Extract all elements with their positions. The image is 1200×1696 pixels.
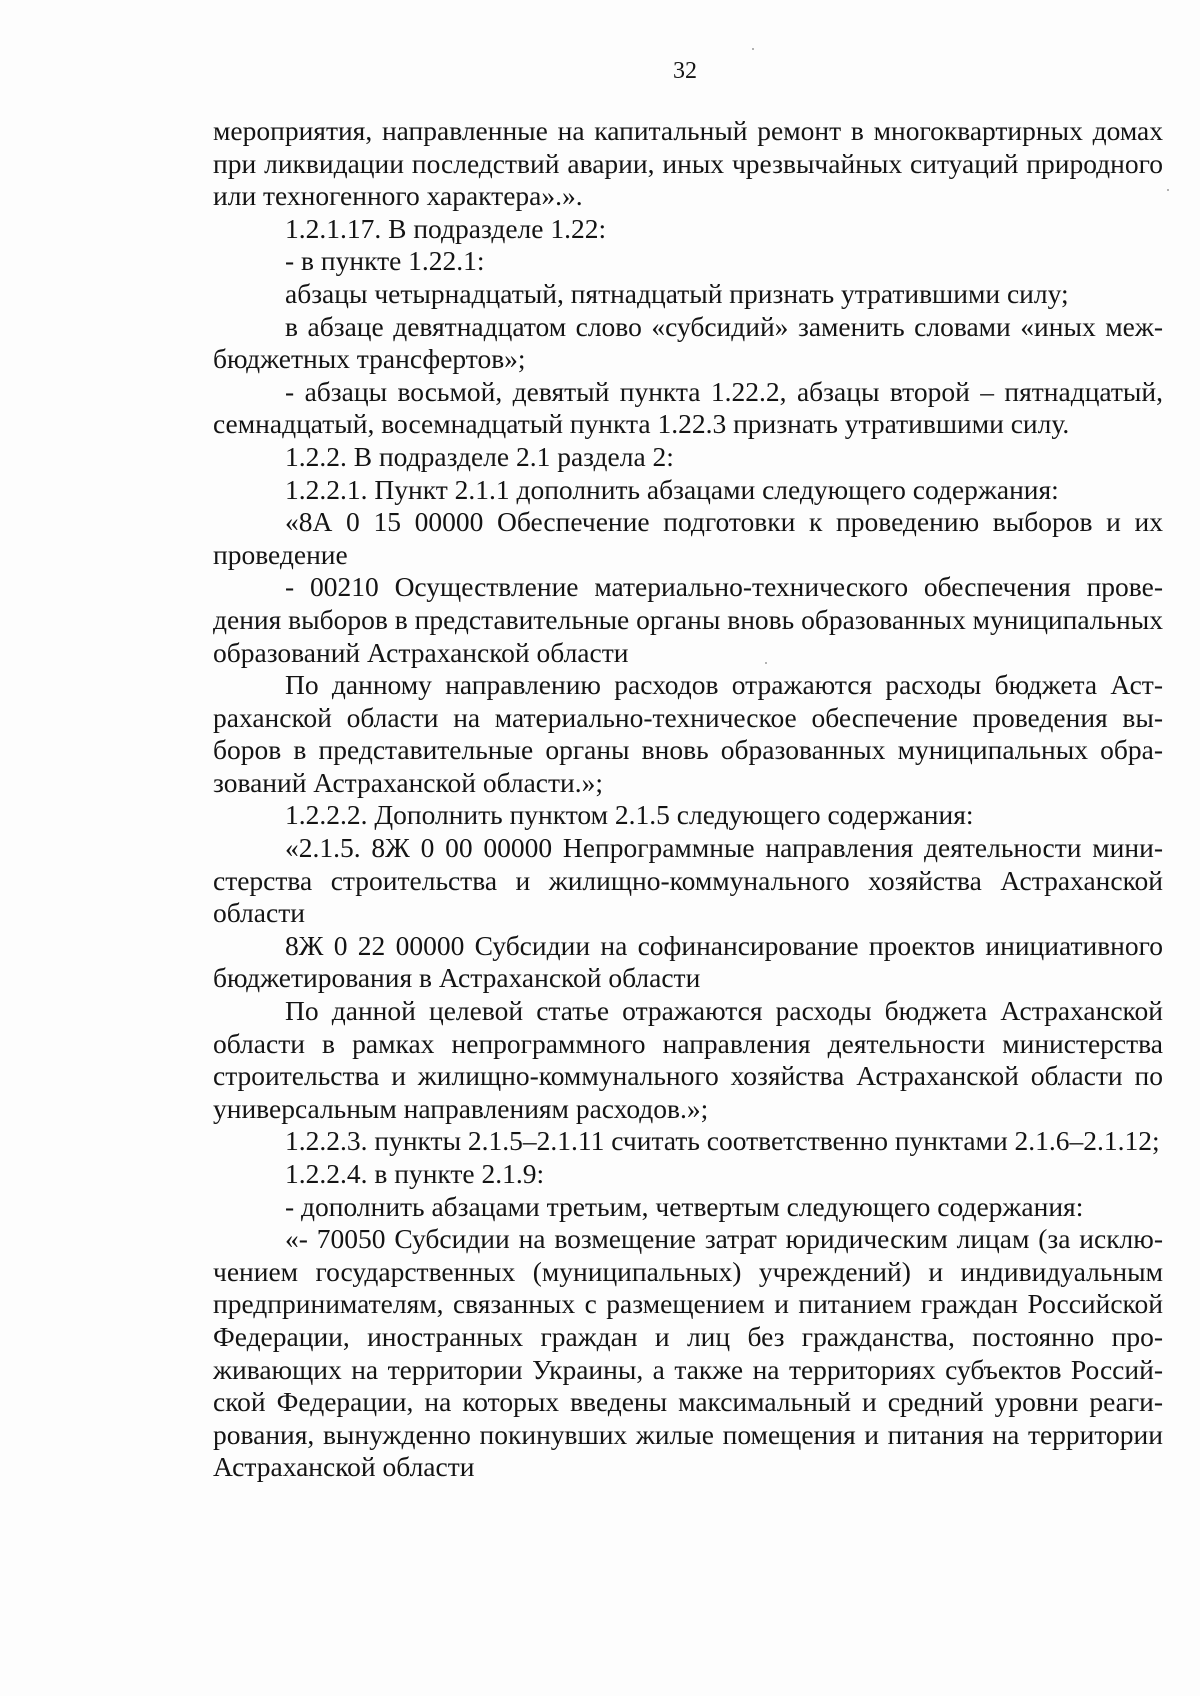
paragraph-code-8a: «8А 0 15 00000 Обеспечение подготовки к проведению выборов и их проведение [213,506,1163,570]
paragraph-point-1-22-1: - в пункте 1.22.1: [285,245,485,277]
paragraph-expense-description-1: По данному направлению расходов отражаются расходы бюджета Астраханской области на материально-техническое обеспечение проведения выборов в представительные органы вновь образованных муниципальных образований Астраханской области.»; [213,669,1163,798]
paragraph-renumber-points: 1.2.2.3. пункты 2.1.5–2.1.11 считать соответственно пунктами 2.1.6–2.1.12; [285,1125,1160,1157]
paragraph-point-2-1-9: 1.2.2.4. в пункте 2.1.9: [285,1158,545,1189]
paragraph-code-8zh-022: 8Ж 0 22 00000 Субсидии на софинансирование проектов инициативного бюджетирования в Астраханской области [213,929,1163,994]
paragraph-add-clauses: - дополнить абзацами третьим, четвертым следующего содержания: [285,1190,1084,1222]
page-number: 32 [673,58,697,84]
scan-speck [765,662,767,664]
paragraph-expense-description-2: По данной целевой статье отражаются расходы бюджета Астраханской области в рамках непрограммного направления деятельности министерства строительства и жилищно-коммунального хозяйства Астраханской области по универсальным направлениям расходов.»; [213,995,1163,1124]
paragraph-void-clauses: абзацы четырнадцатый, пятнадцатый признать утратившими силу; [285,277,1069,309]
paragraph-subsection-2-1-heading: 1.2.2. В подразделе 2.1 раздела 2: [285,440,674,472]
paragraph-replace-words: в абзаце девятнадцатом слово «субсидий» заменить словами «иных межбюджетных трансфертов»; [213,310,1163,375]
scan-speck [752,48,754,50]
paragraph-point-2-1-1: 1.2.2.1. Пункт 2.1.1 дополнить абзацами следующего содержания: [285,473,1059,505]
scan-speck [1167,189,1169,191]
paragraph-subsection-1-22-heading: 1.2.1.17. В подразделе 1.22: [285,212,607,244]
document-body [213,115,1163,1484]
paragraph-continuation: мероприятия, направленные на капитальный ремонт в многоквартирных домах при ликвидации последствий аварии, иных чрезвычайных ситуаций природного или техногенного характера».». [213,115,1163,212]
paragraph-code-8zh-000: «2.1.5. 8Ж 0 00 00000 Непрограммные направления деятельности министерства строительства и жилищно-коммунального хозяйства Астраханской области [213,832,1163,929]
paragraph-code-70050: «- 70050 Субсидии на возмещение затрат юридическим лицам (за исключением государственных (муниципальных) учреждений) и индивидуальным предпринимателям, связанных с размещением и питанием граждан Российской Федерации, иностранных граждан и лиц без гражданства, постоянно проживающих на территории Украины, а также на территориях субъектов Российской Федерации, на которых введены максимальный и средний уровни реагирования, вынужденно покинувших жилые помещения и питания на территории Астраханской области [213,1223,1163,1483]
paragraph-void-points: - абзацы восьмой, девятый пункта 1.22.2, абзацы второй – пятнадцатый, семнадцатый, восемнадцатый пункта 1.22.3 признать утратившими силу. [213,375,1163,440]
paragraph-point-2-1-5-add: 1.2.2.2. Дополнить пунктом 2.1.5 следующего содержания: [285,799,974,831]
paragraph-code-00210: - 00210 Осуществление материально-технического обеспечения проведения выборов в представительные органы вновь образованных муниципальных образований Астраханской области [213,571,1163,668]
